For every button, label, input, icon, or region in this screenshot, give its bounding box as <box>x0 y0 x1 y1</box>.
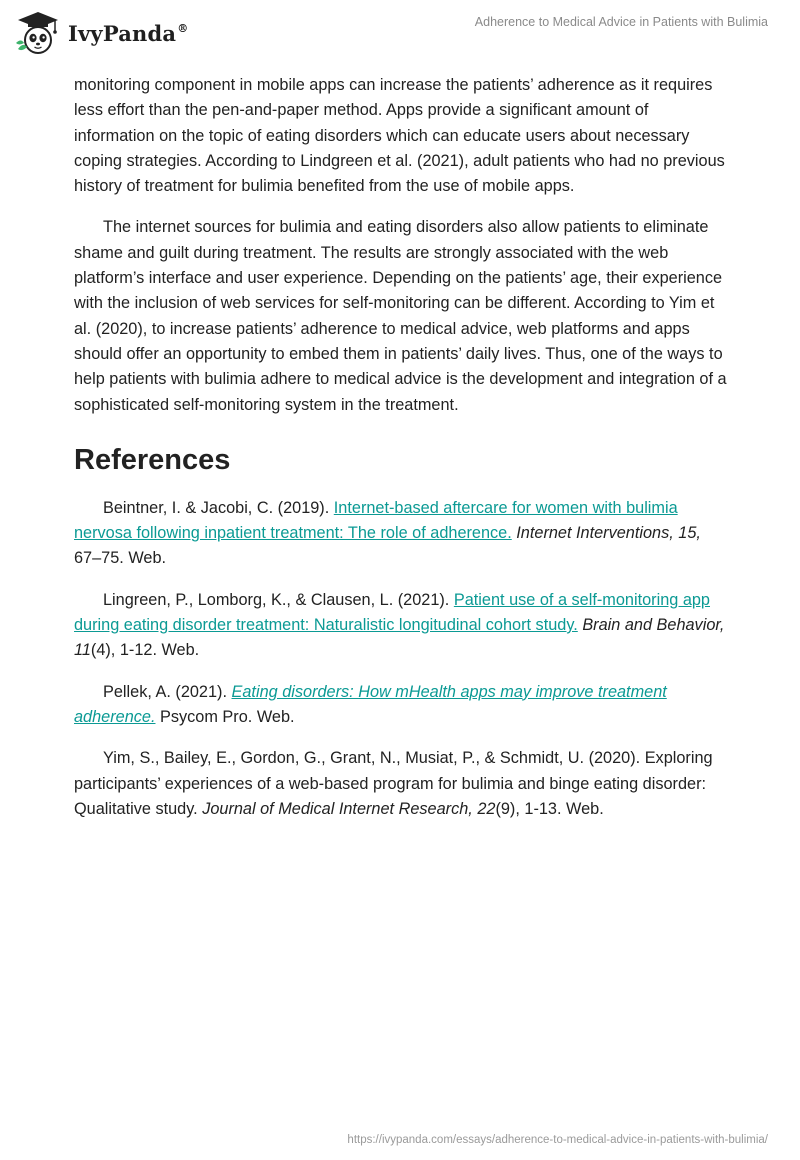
document-title: Adherence to Medical Advice in Patients with Bulimia <box>474 15 768 29</box>
body-paragraph-2: The internet sources for bulimia and eating disorders also allow patients to eliminate shame and guilt during treatment. The results are strongly associated with the web platform’s interface and user experience. Depending on the patients’ age, their experience with the inclusion of web services for self-monitoring can be different. According to Yim et al. (2020), to increase patients’ adherence to medical advice, web platforms and apps should offer an opportunity to embed them in patients’ daily lives. Thus, one of the ways to help patients with bulimia adhere to medical advice is the development and integration of a sophisticated self-monitoring system in the treatment. <box>74 218 727 414</box>
essay-content <box>74 73 730 838</box>
reference-link-2[interactable]: Patient use of a self-monitoring app during eating disorder treatment: Naturalistic longitudinal cohort study. <box>74 590 710 635</box>
reference-link-3[interactable]: Eating disorders: How mHealth apps may improve treatment adherence. <box>74 682 667 726</box>
page-header <box>0 0 800 70</box>
reference-item-1: Beintner, I. & Jacobi, C. (2019). Internet-based aftercare for women with bulimia nervosa following inpatient treatment: The role of adherence. Internet Interventions, 15, 67–75. Web. <box>74 498 701 568</box>
body-paragraph-1: monitoring component in mobile apps can increase the patients’ adherence as it requires less effort than the pen-and-paper method. Apps provide a significant amount of information on the topic of eating disorders which can educate users about necessary coping strategies. According to Lindgreen et al. (2021), adult patients who had no previous history of treatment for bulimia benefited from the use of mobile apps. <box>74 76 725 196</box>
page-url: https://ivypanda.com/essays/adherence-to-medical-advice-in-patients-with-bulimia/ <box>347 1134 768 1146</box>
references-heading: References <box>74 443 231 476</box>
reference-item-3: Pellek, A. (2021). Eating disorders: How mHealth apps may improve treatment adherence. Psycom Pro. Web. <box>74 682 667 726</box>
ivypanda-logo[interactable] <box>14 8 188 58</box>
reference-item-2: Lingreen, P., Lomborg, K., & Clausen, L. (2021). Patient use of a self-monitoring app during eating disorder treatment: Naturalistic longitudinal cohort study. Brain and Behavior, 11(4), 1-12. Web. <box>74 590 725 660</box>
reference-item-4: Yim, S., Bailey, E., Gordon, G., Grant, N., Musiat, P., & Schmidt, U. (2020). Exploring participants’ experiences of a web-based program for bulimia and binge eating disorder: Qualitative study. Journal of Medical Internet Research, 22(9), 1-13. Web. <box>74 749 713 818</box>
reference-link-1[interactable]: Internet-based aftercare for women with bulimia nervosa following inpatient treatment: The role of adherence. <box>74 498 678 543</box>
panda-graduate-icon <box>14 9 62 57</box>
brand-name: IvyPanda® <box>68 20 189 46</box>
